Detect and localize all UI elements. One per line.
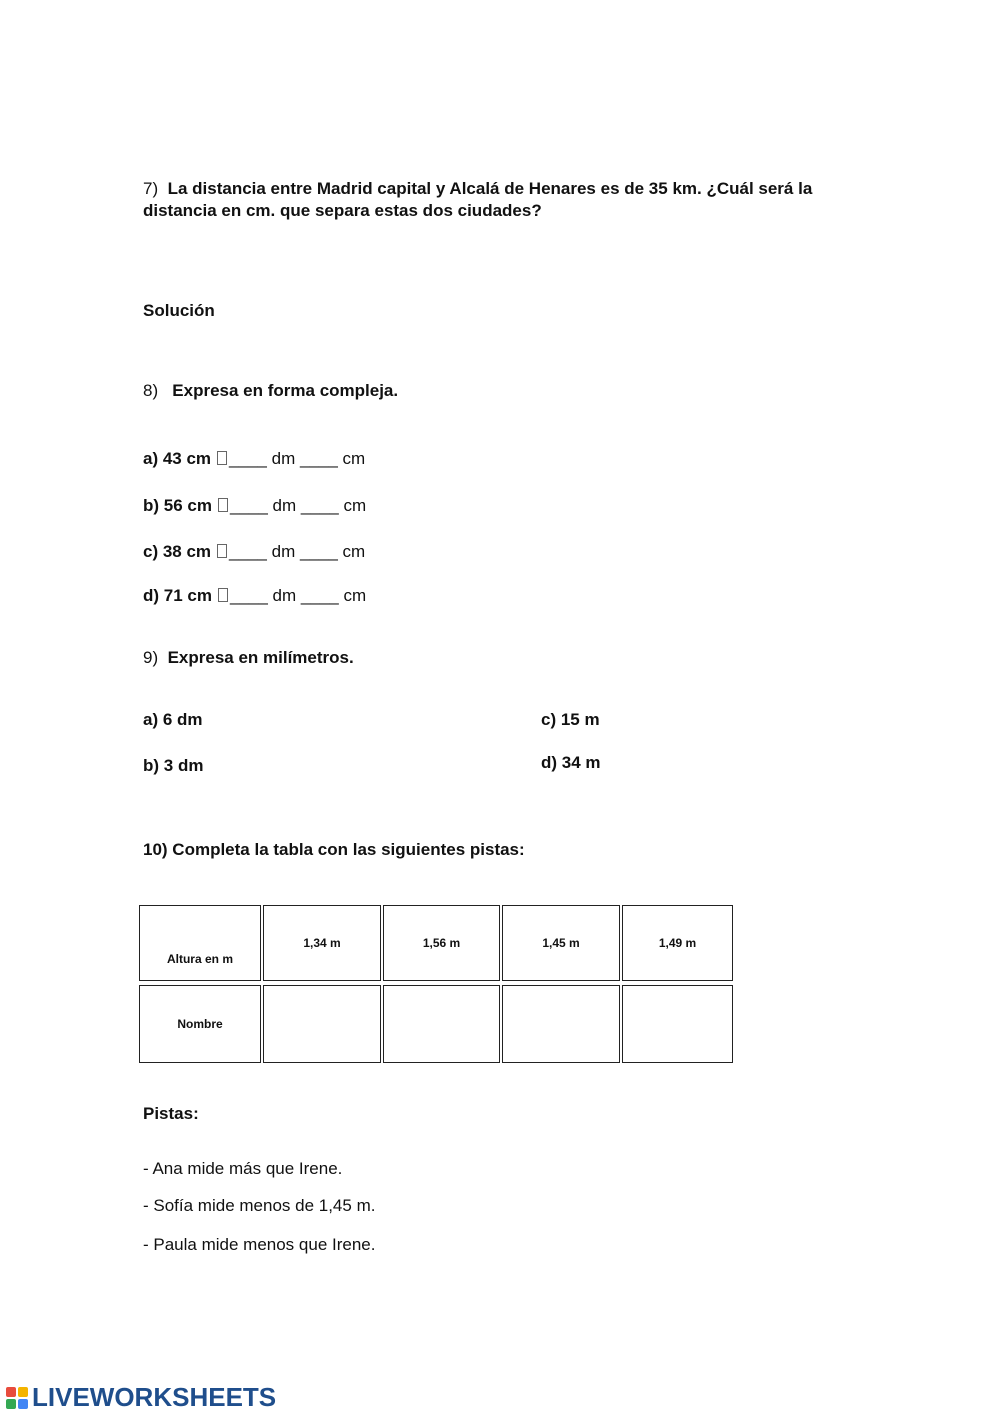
logo-square (6, 1399, 16, 1409)
name-answer-cell[interactable] (383, 985, 500, 1063)
unit-label: dm (271, 449, 296, 468)
table-header-height (139, 905, 261, 981)
q9-item-a: a) 6 dm (143, 710, 203, 729)
answer-blank[interactable]: ____ (299, 449, 338, 468)
liveworksheets-logo (6, 1382, 276, 1413)
header-label: Altura en m (166, 952, 233, 966)
name-answer-cell[interactable] (622, 985, 733, 1063)
unit-label: cm (343, 496, 367, 515)
table-row-heights (139, 905, 733, 981)
clue-item: - Ana mide más que Irene. (143, 1159, 343, 1178)
height-value: 1,34 m (303, 936, 341, 950)
q8-item-label: b) 56 cm (143, 496, 212, 515)
unit-label: dm (272, 586, 297, 605)
unit-label: cm (342, 449, 366, 468)
question-9 (143, 647, 354, 669)
question-9-title: Expresa en milímetros. (167, 648, 354, 667)
q8-item-label: d) 71 cm (143, 586, 212, 605)
q8-item-label: c) 38 cm (143, 542, 212, 561)
height-value: 1,49 m (658, 936, 697, 950)
answer-blank[interactable]: ____ (229, 496, 268, 515)
question-8-title: Expresa en forma compleja. (172, 381, 399, 400)
heights-table (137, 901, 735, 1067)
unit-label: dm (271, 542, 296, 561)
answer-blank[interactable]: ____ (300, 586, 339, 605)
table-cell-height (622, 905, 733, 981)
q8-item-a (143, 448, 365, 470)
arrow-placeholder-icon (218, 588, 228, 602)
question-7 (143, 178, 883, 222)
answer-blank[interactable]: ____ (229, 542, 267, 561)
clue-item: - Sofía mide menos de 1,45 m. (143, 1196, 376, 1215)
logo-square (6, 1387, 16, 1397)
question-8 (143, 380, 398, 402)
question-9-number: 9) (143, 648, 159, 667)
arrow-placeholder-icon (218, 498, 228, 512)
name-answer-cell[interactable] (263, 985, 381, 1063)
arrow-placeholder-icon (217, 451, 227, 465)
height-value: 1,45 m (542, 936, 580, 950)
answer-blank[interactable]: ____ (229, 586, 268, 605)
question-7-number: 7) (143, 179, 159, 198)
unit-label: cm (343, 586, 367, 605)
unit-label: cm (342, 542, 366, 561)
question-8-number: 8) (143, 381, 159, 400)
name-answer-cell[interactable] (502, 985, 620, 1063)
answer-blank[interactable]: ____ (300, 496, 339, 515)
q9-item-d: d) 34 m (541, 753, 601, 772)
logo-mark-icon (6, 1387, 28, 1409)
question-7-text: La distancia entre Madrid capital y Alcalá de Henares es de 35 km. ¿Cuál será la distancia en cm. que separa estas dos ciudades? (143, 179, 813, 220)
table-cell-height (502, 905, 620, 981)
q9-item-b: b) 3 dm (143, 756, 204, 775)
unit-label: dm (272, 496, 297, 515)
logo-square (18, 1399, 28, 1409)
q8-item-d (143, 585, 366, 607)
logo-square (18, 1387, 28, 1397)
solution-label: Solución (143, 301, 215, 320)
table-cell-height (263, 905, 381, 981)
clue-item: - Paula mide menos que Irene. (143, 1235, 376, 1254)
q8-item-label: a) 43 cm (143, 449, 212, 468)
table-cell-height (383, 905, 500, 981)
brand-name: LIVEWORKSHEETS (32, 1382, 277, 1412)
answer-blank[interactable]: ____ (299, 542, 338, 561)
q9-item-c: c) 15 m (541, 710, 600, 729)
arrow-placeholder-icon (217, 544, 227, 558)
table-header-name: Nombre (139, 985, 261, 1063)
q8-item-c (143, 541, 365, 563)
height-value: 1,56 m (422, 936, 461, 950)
answer-blank[interactable]: ____ (229, 449, 267, 468)
table-row-names (139, 985, 733, 1063)
q8-item-b (143, 495, 366, 517)
question-10-title: 10) Completa la tabla con las siguientes pistas: (143, 840, 525, 859)
clues-label: Pistas: (143, 1104, 199, 1123)
